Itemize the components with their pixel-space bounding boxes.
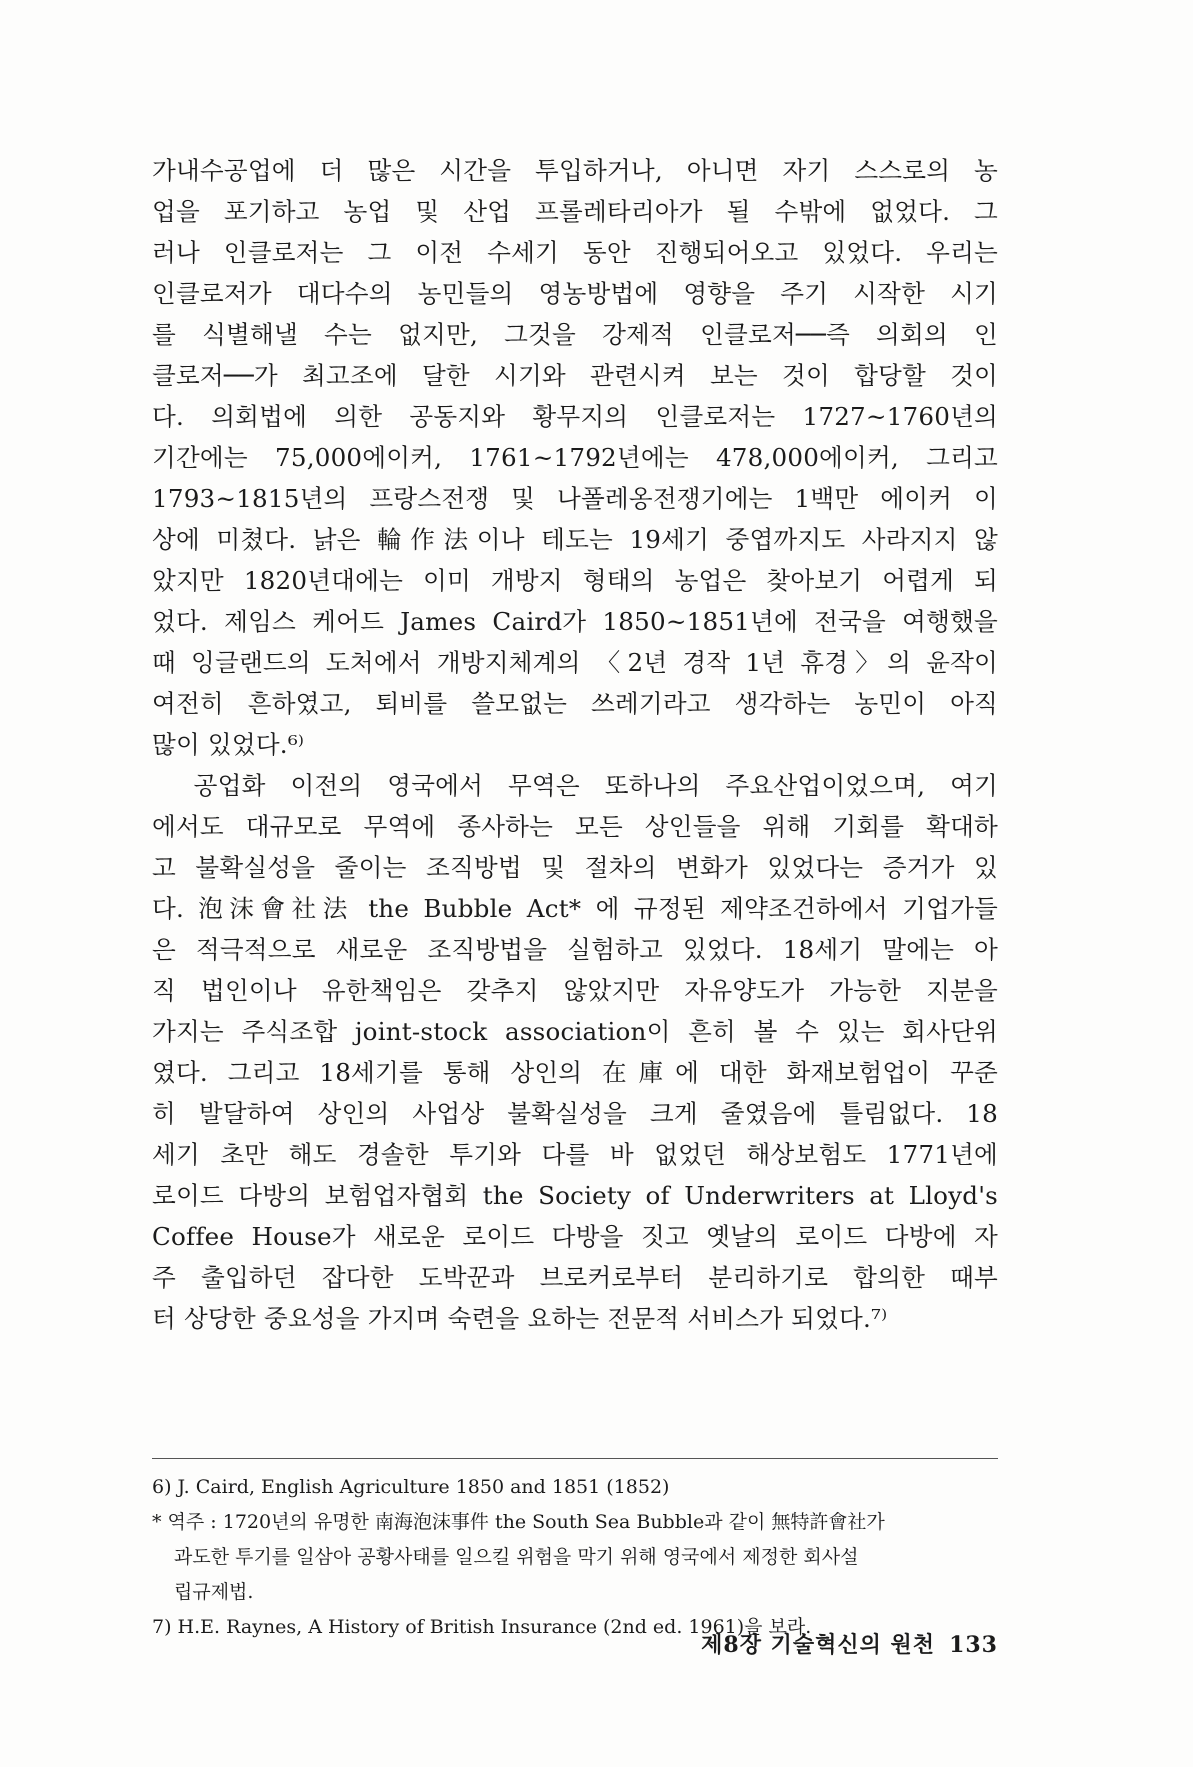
- body-line: 은 적극적으로 새로운 조직방법을 실험하고 있었다. 18세기 말에는 아: [152, 935, 998, 964]
- chapter-title: 제8장 기술혁신의 원천: [701, 1632, 936, 1658]
- body-line: 를 식별해낼 수는 없지만, 그것을 강제적 인클로저──즉 의회의 인: [152, 320, 998, 349]
- body-line: 세기 초만 해도 경솔한 투기와 다를 바 없었던 해상보험도 1771년에: [152, 1140, 998, 1169]
- body-line: 히 발달하여 상인의 사업상 불확실성을 크게 줄였음에 틀림없다. 18: [152, 1099, 998, 1128]
- body-line: 때 잉글랜드의 도처에서 개방지체계의 〈2년 경작 1년 휴경〉의 윤작이: [152, 648, 998, 677]
- body-line: 주 출입하던 잡다한 도박꾼과 브로커로부터 분리하기로 합의한 때부: [152, 1263, 998, 1292]
- footnote-divider: [152, 1458, 998, 1459]
- translator-note-cont: 립규제법.: [174, 1581, 254, 1603]
- body-line: 상에 미쳤다. 낡은 輪作法이나 테도는 19세기 중엽까지도 사라지지 않: [152, 525, 998, 554]
- body-line: 터 상당한 중요성을 가지며 숙련을 요하는 전문적 서비스가 되었다.⁷⁾: [152, 1304, 888, 1333]
- translator-note: * 역주 : 1720년의 유명한 南海泡沫事件 the South Sea Bubble과 같이 無特許會社가: [152, 1511, 885, 1533]
- body-line: 고 불확실성을 줄이는 조직방법 및 절차의 변화가 있었다는 증거가 있: [152, 853, 998, 882]
- page-footer: [687, 1628, 998, 1659]
- body-line: 직 법인이나 유한책임은 갖추지 않았지만 자유양도가 가능한 지분을: [152, 976, 998, 1005]
- body-line: 인클로저가 대다수의 농민들의 영농방법에 영향을 주기 시작한 시기: [152, 279, 998, 308]
- body-line: 기간에는 75,000에이커, 1761~1792년에는 478,000에이커, 그리고: [152, 443, 998, 472]
- translator-note-cont: 과도한 투기를 일삼아 공황사태를 일으킬 위험을 막기 위해 영국에서 제정한 회사설: [174, 1546, 859, 1568]
- body-line: 가지는 주식조합 joint-stock association이 흔히 볼 수 있는 회사단위: [152, 1017, 998, 1046]
- body-line: 에서도 대규모로 무역에 종사하는 모든 상인들을 위해 기회를 확대하: [152, 812, 998, 841]
- body-line: 여전히 흔하였고, 퇴비를 쓸모없는 쓰레기라고 생각하는 농민이 아직: [152, 689, 998, 718]
- body-line: 다. 의회법에 의한 공동지와 황무지의 인클로저는 1727~1760년의: [152, 402, 998, 431]
- body-text: [152, 150, 998, 1339]
- page-number: 133: [949, 1632, 998, 1658]
- body-line: 많이 있었다.⁶⁾: [152, 730, 305, 759]
- body-line: 공업화 이전의 영국에서 무역은 또하나의 주요산업이었으며, 여기: [152, 771, 998, 800]
- body-line: 로이드 다방의 보험업자협회 the Society of Underwriters at Lloyd's: [152, 1181, 998, 1210]
- body-line: 다. 泡沫會社法 the Bubble Act* 에 규정된 제약조건하에서 기업가들: [152, 894, 998, 923]
- body-line: 1793~1815년의 프랑스전쟁 및 나폴레옹전쟁기에는 1백만 에이커 이: [152, 484, 998, 513]
- body-line: 업을 포기하고 농업 및 산업 프롤레타리아가 될 수밖에 없었다. 그: [152, 197, 998, 226]
- body-line: 였다. 그리고 18세기를 통해 상인의 在庫에 대한 화재보험업이 꾸준: [152, 1058, 998, 1087]
- body-line: 가내수공업에 더 많은 시간을 투입하거나, 아니면 자기 스스로의 농: [152, 156, 998, 185]
- footnote-7: 7) H.E. Raynes, A History of British Insurance (2nd ed. 1961)을 보라.: [152, 1616, 812, 1638]
- body-line: Coffee House가 새로운 로이드 다방을 짓고 옛날의 로이드 다방에 자: [152, 1222, 998, 1251]
- body-line: 클로저──가 최고조에 달한 시기와 관련시켜 보는 것이 합당할 것이: [152, 361, 998, 390]
- body-line: 았지만 1820년대에는 이미 개방지 형태의 농업은 찾아보기 어렵게 되: [152, 566, 998, 595]
- footnote-6: 6) J. Caird, English Agriculture 1850 and 1851 (1852): [152, 1476, 670, 1498]
- body-line: 었다. 제임스 케어드 James Caird가 1850~1851년에 전국을 여행했을: [152, 607, 998, 636]
- body-line: 러나 인클로저는 그 이전 수세기 동안 진행되어오고 있었다. 우리는: [152, 238, 998, 267]
- footnotes: [152, 1470, 998, 1645]
